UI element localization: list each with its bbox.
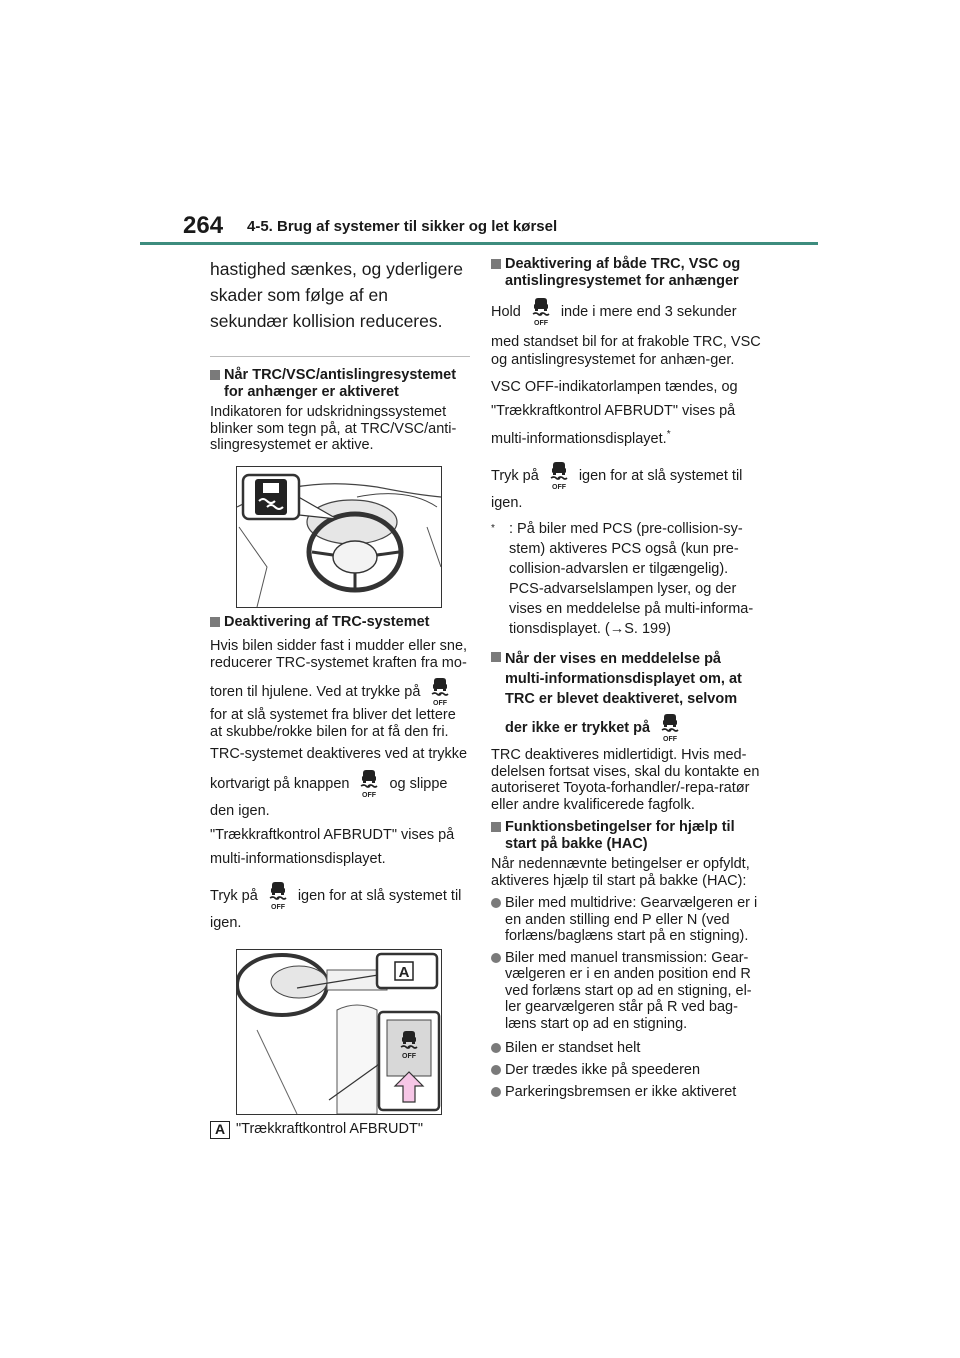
page-header [0,0,960,250]
heading-text: Funktionsbetingelser for hjælp til start på bakke (HAC) [505,819,735,852]
paragraph: Når nedennævnte betingelser er opfyldt, aktiveres hjælp til start på bakke (HAC): [491,856,750,889]
paragraph [210,638,470,671]
list-item [491,1059,761,1081]
bullet-icon [491,1065,501,1075]
traction-control-off-icon [658,713,682,743]
lead-paragraph: hastighed sænkes, og yderligere skader som følge af en sekundær kollision reduceres. [210,259,463,331]
paragraph-text: kortvarigt på knappen [210,775,350,792]
figure-label-a: A [398,963,410,981]
list-item-text: Biler med multidrive: Gearvælgeren er i en anden stilling end P eller N (ved forlæns/baglæns start på en stigning). [505,895,758,944]
dashboard-illustration [237,467,441,607]
heading-text: Deaktivering af TRC-systemet [224,613,430,630]
footnote-text: : På biler med PCS (pre-collision-sy-stem) aktiveres PCS også (kun pre-collision-advarslen er tilgængelig). PCS-advarselslampen lyser, og der vises en meddelelse på multi-informa-tionsdisplayet. (→S. 199) [509,520,754,637]
caption-text: "Trækkraftkontrol AFBRUDT" [236,1121,424,1138]
paragraph [491,461,761,491]
paragraph [210,769,470,799]
left-column [210,256,470,1139]
list-item [491,1037,761,1059]
paragraph [491,297,761,327]
paragraph-text: inde i mere end 3 sekunder [560,303,737,320]
traction-control-off-icon [547,461,571,491]
paragraph-text: og slippe [389,775,448,792]
paragraph: den igen. [210,802,270,819]
section-heading-all-off [491,256,761,289]
footnote [491,519,761,639]
section-heading-hac [491,819,761,852]
paragraph [210,677,470,707]
heading-marker-icon [491,259,501,269]
right-column [491,256,761,1108]
chapter-title: 4-5. Brug af systemer til sikker og let kørsel [247,218,558,235]
footnote-marker: * [491,522,495,534]
heading-text: Når der vises en meddelelse på multi-informationsdisplayet om, at TRC er blevet deaktiveret, selvom [505,650,742,707]
traction-control-off-icon [428,677,452,707]
paragraph: TRC deaktiveres midlertidigt. Hvis med-delelsen fortsat vises, skal du kontakte en autoriseret Toyota-forhandler/-repa-ratør eller andre kvalificerede fagfolk. [491,747,760,813]
paragraph-text: toren til hjulene. Ved at trykke på [210,683,421,700]
paragraph: med standset bil for at frakoble TRC, VSC og antislingresystemet for anhæn-ger. [491,334,761,368]
heading-text: der ikke er trykket på [505,719,651,736]
paragraph-text: Hvis bilen sidder fast i mudder eller sne, reducerer TRC-systemet kraften fra mo- [210,638,468,671]
figure-caption [210,1121,470,1139]
console-illustration [237,950,441,1114]
paragraph [491,423,761,451]
section-heading-trc [210,614,470,631]
caption-label: A [210,1121,230,1139]
dashboard-figure [236,466,442,608]
traction-control-off-icon [529,297,553,327]
paragraph-text: igen for at slå systemet til [297,887,462,904]
heading-marker-icon [491,652,501,662]
list-item-text: Biler med manuel transmission: Gear-vælgeren er i en anden position end R ved forlæns start op ad en stigning, el-ler gearvælgeren står på R ved bag-læns start op ad en stigning. [505,949,752,1032]
paragraph: igen. [491,494,523,511]
heading-marker-icon [210,370,220,380]
section-heading-active [210,367,470,400]
list-item [491,950,761,1033]
list-item-text: Bilen er standset helt [505,1040,641,1056]
paragraph: for at slå systemet fra bliver det lettere at skubbe/rokke bilen for at få den fri. [210,707,456,740]
console-figure [236,949,442,1115]
paragraph: Indikatoren for udskridningssystemet blinker som tegn på, at TRC/VSC/anti-slingresystemet er aktive. [210,404,457,453]
paragraph-text: multi-informationsdisplayet. [491,430,667,447]
paragraph: VSC OFF-indikatorlampen tændes, og [491,379,738,395]
traction-control-off-icon [266,881,290,911]
bullet-icon [491,898,501,908]
bullet-icon [491,1087,501,1097]
list-item-text: Parkeringsbremsen er ikke aktiveret [505,1084,737,1100]
paragraph: TRC-systemet deaktiveres ved at trykke [210,746,468,762]
page-number: 264 [183,212,224,239]
traction-control-off-icon [357,769,381,799]
list-item-text: Der trædes ikke på speederen [505,1062,701,1078]
bullet-icon [491,953,501,963]
paragraph-text: Tryk på [491,467,539,484]
paragraph-text: Hold [491,303,521,320]
section-heading-trc-deactivated-cont [491,713,761,743]
section-heading-trc-deactivated [491,649,761,709]
section-divider [210,356,470,357]
paragraph: "Trækkraftkontrol AFBRUDT" vises på multi-informationsdisplayet. [210,826,455,867]
paragraph: "Trækkraftkontrol AFBRUDT" vises på [491,403,736,419]
bullet-icon [491,1043,501,1053]
heading-marker-icon [491,822,501,832]
paragraph: igen. [210,914,242,931]
paragraph-text: igen for at slå systemet til [578,467,743,484]
heading-text: Når TRC/VSC/antislingresystemet for anhænger er aktiveret [224,367,457,400]
heading-text: Deaktivering af både TRC, VSC og antislingresystemet for anhænger [505,256,741,289]
paragraph-text: Tryk på [210,887,258,904]
paragraph [210,881,470,911]
heading-marker-icon [210,617,220,627]
list-item [491,1081,761,1103]
footnote-marker: * [666,429,671,440]
list-item [491,895,761,945]
header-rule [140,242,818,245]
